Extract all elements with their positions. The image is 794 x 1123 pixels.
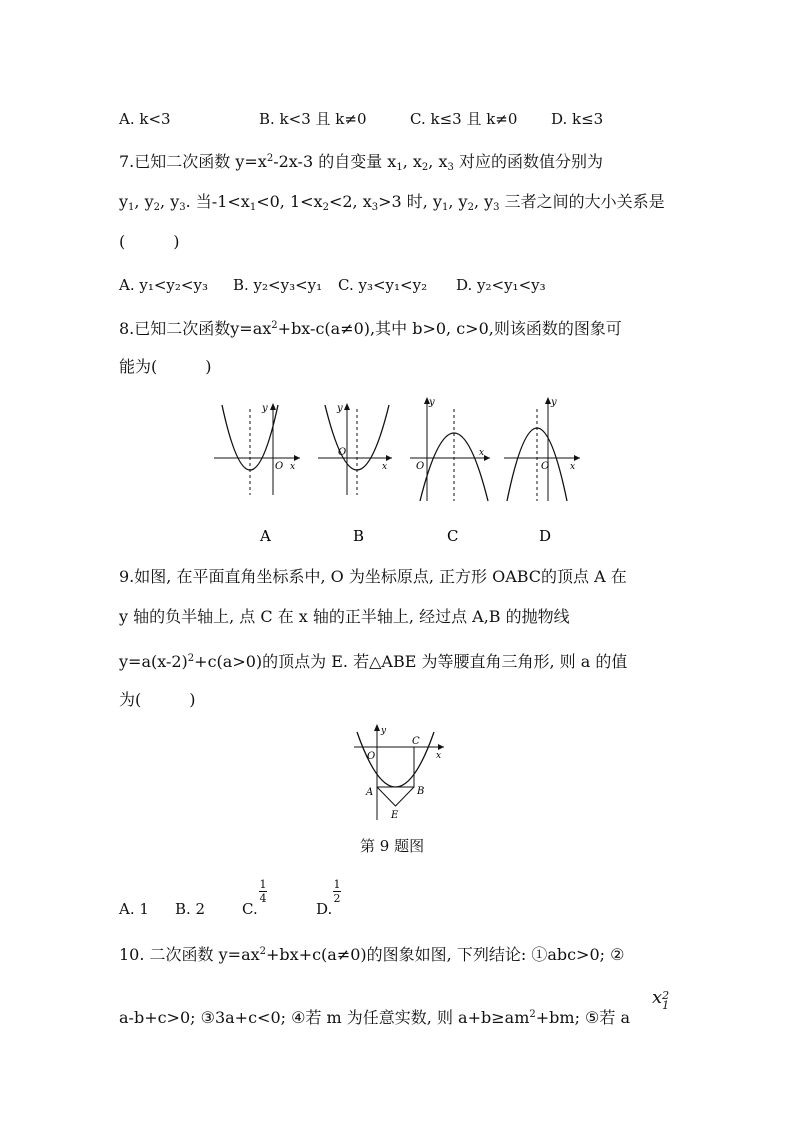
q7-option-a: A. y₁<y₂<y₃ [119,276,208,294]
q7-option-c: C. y₃<y₁<y₂ [338,276,428,294]
q8-graph-d [504,397,580,501]
q9-line-1: 9.如图, 在平面直角坐标系中, O 为坐标原点, 正方形 OABC的顶点 A 在 [119,567,627,586]
q8-b-origin-label: O [338,447,347,458]
q9-figure [348,722,468,822]
q9-line-4: 为( ) [119,690,196,709]
q10-line-1: 10. 二次函数 $y=ax^2+bx+c(a\ne 0)$的图象如图, 下列结论: ①abc>0; ② [119,945,625,964]
q8-label-d: D [539,527,552,545]
q9-line-2: y 轴的负半轴上, 点 C 在 x 轴的正半轴上, 经过点 A,B 的抛物线 [119,607,570,626]
q10-line-2: a-b+c>0; ③3a+c<0; ④若 m 为任意实数, 则 $a+b\ge am^2+bm$; ⑤若 a [119,1008,631,1027]
q7-line-3: ( ) [119,232,180,251]
q8-label-b: B [353,527,365,545]
q10-x1-squared: x 2 1 [652,987,670,1012]
q9-option-b: B. 2 [175,900,206,918]
q6-option-b: B. k<3 且 k≠0 [259,110,367,128]
q7-option-d: D. y₂<y₁<y₃ [456,276,546,294]
q8-label-a: A [260,527,271,545]
q8-line-2: 能为( ) [119,357,212,376]
q9-option-d-fraction: 1 2 [333,878,341,905]
q9-fig-x-label: x [436,751,442,761]
q8-graphs [0,395,794,555]
q9-caption: 第 9 题图 [360,837,425,855]
q8-a-origin-label: O [275,461,284,472]
q9-fig-y-label: y [381,726,387,736]
q9-option-a: A. 1 [119,900,149,918]
q8-c-origin-label: O [416,461,425,472]
q9-option-d: D. [316,900,333,918]
q9-option-c-fraction: 1 4 [259,878,267,905]
q8-a-x-label: x [290,462,296,472]
q6-option-c: C. k≤3 且 k≠0 [410,110,518,128]
q7-option-b: B. y₂<y₃<y₁ [233,276,323,294]
q8-c-y-label: y [429,397,435,408]
q9-option-c: C. [242,900,258,918]
q6-option-a: A. k<3 [119,110,171,128]
q8-d-origin-label: O [541,461,550,472]
q8-b-y-label: y [337,403,343,414]
q8-graph-c [410,397,490,501]
q7-line-1: 7.已知二次函数 $y=x^2-2x-3$ 的自变量 $x_1$, $x_2$, $x_3$ 对应的函数值分别为 [119,152,603,173]
q9-fig-e-label: E [391,810,399,821]
q8-a-y-label: y [262,403,268,414]
q8-graph-b [318,403,392,495]
q9-fig-a-label: A [366,787,374,798]
q6-option-d: D. k≤3 [551,110,604,128]
q8-d-x-label: x [570,462,576,472]
q9-fig-o-label: O [367,751,376,762]
q9-fig-c-label: C [412,736,420,747]
q8-graph-a [214,403,300,495]
q8-line-1: 8.已知二次函数$y=ax^2+bx-c(a\ne 0)$,其中 b>0, c>0,则该函数的图象可 [119,319,622,338]
q8-label-c: C [447,527,459,545]
q8-d-y-label: y [551,397,557,408]
q9-fig-b-label: B [417,786,425,797]
q7-line-2: $y_1$, $y_2$, $y_3$. 当$-1<x_1<0$, $1<x_2<2$, $x_3>3$ 时, $y_1$, $y_2$, $y_3$ 三者之间的大小关系是 [119,192,665,213]
q9-line-3: $y=a(x-2)^2+c(a>0)$的顶点为 E. 若△ABE 为等腰直角三角形, 则 a 的值 [119,652,628,671]
q8-c-x-label: x [479,448,485,458]
q8-b-x-label: x [382,462,388,472]
